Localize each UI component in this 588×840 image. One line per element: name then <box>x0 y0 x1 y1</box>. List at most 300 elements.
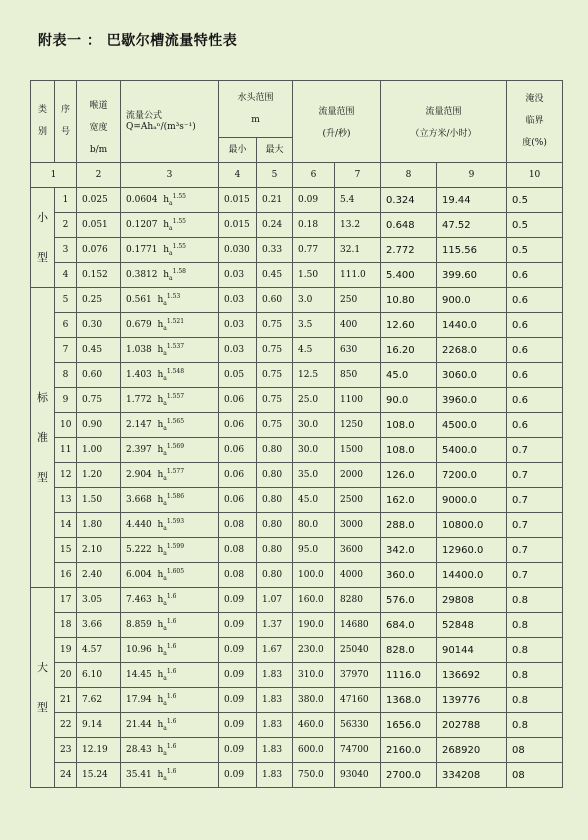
flow-ls-max-cell: 3000 <box>335 513 381 538</box>
throat-width-cell: 7.62 <box>77 688 121 713</box>
head-min-cell: 0.09 <box>219 688 257 713</box>
submergence-cell: 0.5 <box>507 238 563 263</box>
formula-exponent: 1.6 <box>166 718 177 726</box>
head-min-cell: 0.05 <box>219 363 257 388</box>
formula-coef: 4.440 <box>126 520 152 531</box>
flow-ls-max-cell: 32.1 <box>335 238 381 263</box>
flow-m3h-min-cell: 108.0 <box>381 413 437 438</box>
formula-cell: 10.96 $h_a^{1.6}$ <box>121 638 219 663</box>
throat-width-cell: 0.90 <box>77 413 121 438</box>
index-cell: 7 <box>335 163 381 188</box>
formula-coef: 5.222 <box>126 545 152 556</box>
header-head-max: 最大 <box>257 138 293 163</box>
flow-m3h-min-cell: 828.0 <box>381 638 437 663</box>
submergence-cell: 0.6 <box>507 313 563 338</box>
head-max-cell: 1.67 <box>257 638 293 663</box>
type-char: 小 <box>37 210 48 224</box>
formula-cell: 0.679 $h_a^{1.521}$ <box>121 313 219 338</box>
formula-exponent: 1.548 <box>166 368 185 376</box>
flow-ls-min-cell: 230.0 <box>293 638 335 663</box>
flow-ls-min-cell: 190.0 <box>293 613 335 638</box>
formula-exponent: 1.521 <box>166 318 185 326</box>
submergence-cell: 0.7 <box>507 438 563 463</box>
flow-ls-min-cell: 160.0 <box>293 588 335 613</box>
formula-cell: 5.222 $h_a^{1.599}$ <box>121 538 219 563</box>
table-row <box>31 713 563 738</box>
head-max-cell: 1.07 <box>257 588 293 613</box>
flow-ls-min-cell: 25.0 <box>293 388 335 413</box>
seq-cell: 10 <box>55 413 77 438</box>
formula-cell: 0.3812 $h_a^{1.58}$ <box>121 263 219 288</box>
index-cell: 6 <box>293 163 335 188</box>
header-flow-formula: 流量公式 Q=Ahₐⁿ/(m³s⁻¹) <box>121 81 219 163</box>
flow-m3h-min-cell: 0.648 <box>381 213 437 238</box>
flow-ls-min-cell: 310.0 <box>293 663 335 688</box>
flow-m3h-max-cell: 4500.0 <box>437 413 507 438</box>
seq-cell: 15 <box>55 538 77 563</box>
flow-m3h-max-cell: 5400.0 <box>437 438 507 463</box>
flow-ls-min-cell: 3.5 <box>293 313 335 338</box>
flow-ls-max-cell: 4000 <box>335 563 381 588</box>
head-max-cell: 0.60 <box>257 288 293 313</box>
type-char: 标 <box>37 390 48 404</box>
head-max-cell: 0.33 <box>257 238 293 263</box>
head-max-cell: 0.80 <box>257 513 293 538</box>
throat-width-cell: 2.40 <box>77 563 121 588</box>
head-max-cell: 0.80 <box>257 438 293 463</box>
formula-coef: 17.94 <box>126 695 152 706</box>
table-row <box>31 638 563 663</box>
submergence-cell: 0.8 <box>507 613 563 638</box>
flow-ls-min-cell: 45.0 <box>293 488 335 513</box>
head-min-cell: 0.06 <box>219 413 257 438</box>
header-flow-m3h: 流量范围 （立方米/小时） <box>381 81 507 163</box>
submergence-cell: 0.6 <box>507 388 563 413</box>
table-row <box>31 288 563 313</box>
head-min-cell: 0.09 <box>219 763 257 788</box>
flow-ls-min-cell: 30.0 <box>293 438 335 463</box>
flow-m3h-min-cell: 162.0 <box>381 488 437 513</box>
seq-cell: 7 <box>55 338 77 363</box>
table-row <box>31 588 563 613</box>
flow-m3h-max-cell: 202788 <box>437 713 507 738</box>
head-min-cell: 0.09 <box>219 663 257 688</box>
submergence-cell: 0.8 <box>507 638 563 663</box>
head-min-cell: 0.08 <box>219 563 257 588</box>
head-min-cell: 0.09 <box>219 738 257 763</box>
flow-m3h-min-cell: 360.0 <box>381 563 437 588</box>
flow-m3h-min-cell: 288.0 <box>381 513 437 538</box>
flow-ls-min-cell: 0.18 <box>293 213 335 238</box>
formula-exponent: 1.599 <box>166 543 185 551</box>
formula-coef: 2.904 <box>126 470 152 481</box>
head-max-cell: 1.83 <box>257 763 293 788</box>
formula-exponent: 1.569 <box>166 443 185 451</box>
head-min-cell: 0.06 <box>219 388 257 413</box>
flow-ls-min-cell: 1.50 <box>293 263 335 288</box>
header-head-min: 最小 <box>219 138 257 163</box>
header-row <box>31 81 563 138</box>
table-row <box>31 463 563 488</box>
throat-width-cell: 0.45 <box>77 338 121 363</box>
flow-ls-min-cell: 4.5 <box>293 338 335 363</box>
type-category-cell <box>31 188 55 288</box>
seq-cell: 5 <box>55 288 77 313</box>
flow-ls-min-cell: 30.0 <box>293 413 335 438</box>
head-max-cell: 0.75 <box>257 363 293 388</box>
head-max-cell: 0.45 <box>257 263 293 288</box>
head-min-cell: 0.09 <box>219 638 257 663</box>
table-row <box>31 563 563 588</box>
table-row <box>31 538 563 563</box>
formula-cell: 0.1771 $h_a^{1.55}$ <box>121 238 219 263</box>
flow-m3h-max-cell: 139776 <box>437 688 507 713</box>
flow-m3h-min-cell: 126.0 <box>381 463 437 488</box>
head-min-cell: 0.06 <box>219 488 257 513</box>
flow-m3h-max-cell: 10800.0 <box>437 513 507 538</box>
flow-ls-max-cell: 1500 <box>335 438 381 463</box>
head-min-cell: 0.08 <box>219 538 257 563</box>
head-max-cell: 0.80 <box>257 538 293 563</box>
submergence-cell: 0.6 <box>507 338 563 363</box>
flow-ls-min-cell: 0.77 <box>293 238 335 263</box>
formula-cell: 4.440 $h_a^{1.593}$ <box>121 513 219 538</box>
flow-m3h-max-cell: 47.52 <box>437 213 507 238</box>
header-seq: 序 号 <box>55 81 77 163</box>
header-type: 类 别 <box>31 81 55 163</box>
formula-coef: 2.147 <box>126 420 152 431</box>
formula-cell: 0.561 $h_a^{1.53}$ <box>121 288 219 313</box>
submergence-cell: 0.6 <box>507 413 563 438</box>
flow-ls-max-cell: 14680 <box>335 613 381 638</box>
index-cell: 2 <box>77 163 121 188</box>
table-row <box>31 413 563 438</box>
flow-m3h-min-cell: 0.324 <box>381 188 437 213</box>
seq-cell: 21 <box>55 688 77 713</box>
table-row <box>31 763 563 788</box>
type-char: 型 <box>37 250 48 264</box>
flow-m3h-min-cell: 45.0 <box>381 363 437 388</box>
submergence-cell: 0.6 <box>507 263 563 288</box>
head-max-cell: 1.37 <box>257 613 293 638</box>
head-min-cell: 0.06 <box>219 438 257 463</box>
flow-m3h-max-cell: 19.44 <box>437 188 507 213</box>
flow-ls-min-cell: 80.0 <box>293 513 335 538</box>
formula-exponent: 1.6 <box>166 618 177 626</box>
formula-cell: 0.1207 $h_a^{1.55}$ <box>121 213 219 238</box>
head-min-cell: 0.09 <box>219 613 257 638</box>
flow-m3h-max-cell: 1440.0 <box>437 313 507 338</box>
seq-cell: 6 <box>55 313 77 338</box>
submergence-cell: 0.6 <box>507 288 563 313</box>
seq-cell: 13 <box>55 488 77 513</box>
formula-exponent: 1.6 <box>166 668 177 676</box>
formula-exponent: 1.55 <box>172 243 186 251</box>
head-max-cell: 1.83 <box>257 688 293 713</box>
flow-m3h-min-cell: 16.20 <box>381 338 437 363</box>
flow-ls-max-cell: 111.0 <box>335 263 381 288</box>
flow-m3h-max-cell: 136692 <box>437 663 507 688</box>
type-char: 准 <box>37 430 48 444</box>
flow-ls-max-cell: 47160 <box>335 688 381 713</box>
table-row <box>31 363 563 388</box>
formula-exponent: 1.605 <box>166 568 185 576</box>
formula-coef: 0.1771 <box>126 245 158 256</box>
seq-cell: 4 <box>55 263 77 288</box>
index-cell: 9 <box>437 163 507 188</box>
flow-ls-min-cell: 460.0 <box>293 713 335 738</box>
flow-m3h-max-cell: 52848 <box>437 613 507 638</box>
head-min-cell: 0.03 <box>219 338 257 363</box>
formula-coef: 8.859 <box>126 620 152 631</box>
type-char: 型 <box>37 470 48 484</box>
formula-exponent: 1.6 <box>166 643 177 651</box>
seq-cell: 19 <box>55 638 77 663</box>
seq-cell: 24 <box>55 763 77 788</box>
table-row <box>31 663 563 688</box>
submergence-cell: 0.8 <box>507 663 563 688</box>
flow-ls-min-cell: 380.0 <box>293 688 335 713</box>
submergence-cell: 0.7 <box>507 513 563 538</box>
throat-width-cell: 3.66 <box>77 613 121 638</box>
table-row <box>31 213 563 238</box>
flow-ls-min-cell: 12.5 <box>293 363 335 388</box>
flow-ls-min-cell: 750.0 <box>293 763 335 788</box>
formula-cell: 1.772 $h_a^{1.557}$ <box>121 388 219 413</box>
flow-m3h-max-cell: 334208 <box>437 763 507 788</box>
flow-m3h-max-cell: 14400.0 <box>437 563 507 588</box>
seq-cell: 22 <box>55 713 77 738</box>
flow-m3h-min-cell: 10.80 <box>381 288 437 313</box>
formula-cell: 17.94 $h_a^{1.6}$ <box>121 688 219 713</box>
flow-m3h-min-cell: 2160.0 <box>381 738 437 763</box>
formula-coef: 0.3812 <box>126 270 158 281</box>
flow-m3h-max-cell: 115.56 <box>437 238 507 263</box>
flow-ls-min-cell: 0.09 <box>293 188 335 213</box>
formula-coef: 0.1207 <box>126 220 158 231</box>
submergence-cell: 0.7 <box>507 463 563 488</box>
head-max-cell: 0.75 <box>257 388 293 413</box>
type-char: 型 <box>37 700 48 714</box>
header-submergence: 淹没 临界 度(%) <box>507 81 563 163</box>
flow-m3h-max-cell: 900.0 <box>437 288 507 313</box>
flow-ls-max-cell: 74700 <box>335 738 381 763</box>
submergence-cell: 0.7 <box>507 538 563 563</box>
flow-ls-max-cell: 630 <box>335 338 381 363</box>
column-index-row <box>31 163 563 188</box>
flow-ls-max-cell: 1250 <box>335 413 381 438</box>
table-row <box>31 338 563 363</box>
flow-ls-min-cell: 100.0 <box>293 563 335 588</box>
flow-m3h-max-cell: 399.60 <box>437 263 507 288</box>
flow-m3h-max-cell: 12960.0 <box>437 538 507 563</box>
formula-coef: 3.668 <box>126 495 152 506</box>
formula-coef: 28.43 <box>126 745 152 756</box>
formula-cell: 2.397 $h_a^{1.569}$ <box>121 438 219 463</box>
throat-width-cell: 15.24 <box>77 763 121 788</box>
throat-width-cell: 0.75 <box>77 388 121 413</box>
header-throat-width: 喉道 宽度 b/m <box>77 81 121 163</box>
flow-m3h-max-cell: 268920 <box>437 738 507 763</box>
flow-ls-max-cell: 1100 <box>335 388 381 413</box>
submergence-cell: 0.6 <box>507 363 563 388</box>
formula-coef: 10.96 <box>126 645 152 656</box>
flow-m3h-max-cell: 9000.0 <box>437 488 507 513</box>
table-row <box>31 488 563 513</box>
throat-width-cell: 1.00 <box>77 438 121 463</box>
head-max-cell: 0.75 <box>257 313 293 338</box>
submergence-cell: 0.7 <box>507 488 563 513</box>
table-row <box>31 738 563 763</box>
seq-cell: 16 <box>55 563 77 588</box>
formula-coef: 0.679 <box>126 320 152 331</box>
formula-cell: 1.038 $h_a^{1.537}$ <box>121 338 219 363</box>
formula-cell: 14.45 $h_a^{1.6}$ <box>121 663 219 688</box>
submergence-cell: 0.5 <box>507 188 563 213</box>
index-cell: 4 <box>219 163 257 188</box>
formula-coef: 35.41 <box>126 770 152 781</box>
header-head-range: 水头范围 m <box>219 81 293 138</box>
formula-coef: 7.463 <box>126 595 152 606</box>
throat-width-cell: 0.30 <box>77 313 121 338</box>
seq-cell: 9 <box>55 388 77 413</box>
flow-ls-max-cell: 37970 <box>335 663 381 688</box>
head-max-cell: 1.83 <box>257 663 293 688</box>
throat-width-cell: 0.025 <box>77 188 121 213</box>
head-min-cell: 0.03 <box>219 313 257 338</box>
seq-cell: 3 <box>55 238 77 263</box>
flow-ls-min-cell: 35.0 <box>293 463 335 488</box>
formula-coef: 2.397 <box>126 445 152 456</box>
throat-width-cell: 1.20 <box>77 463 121 488</box>
flow-ls-min-cell: 600.0 <box>293 738 335 763</box>
head-max-cell: 0.21 <box>257 188 293 213</box>
flow-m3h-min-cell: 90.0 <box>381 388 437 413</box>
formula-cell: 7.463 $h_a^{1.6}$ <box>121 588 219 613</box>
head-min-cell: 0.015 <box>219 213 257 238</box>
seq-cell: 8 <box>55 363 77 388</box>
formula-cell: 0.0604 $h_a^{1.55}$ <box>121 188 219 213</box>
formula-cell: 8.859 $h_a^{1.6}$ <box>121 613 219 638</box>
formula-coef: 0.0604 <box>126 195 158 206</box>
flow-m3h-min-cell: 342.0 <box>381 538 437 563</box>
flow-m3h-max-cell: 3960.0 <box>437 388 507 413</box>
head-min-cell: 0.03 <box>219 288 257 313</box>
flow-m3h-min-cell: 2.772 <box>381 238 437 263</box>
type-category-cell <box>31 288 55 588</box>
throat-width-cell: 0.051 <box>77 213 121 238</box>
flow-m3h-max-cell: 90144 <box>437 638 507 663</box>
formula-cell: 2.147 $h_a^{1.565}$ <box>121 413 219 438</box>
throat-width-cell: 0.152 <box>77 263 121 288</box>
table-row <box>31 263 563 288</box>
flow-ls-max-cell: 3600 <box>335 538 381 563</box>
formula-exponent: 1.55 <box>172 218 186 226</box>
table-row <box>31 438 563 463</box>
flow-ls-max-cell: 13.2 <box>335 213 381 238</box>
head-min-cell: 0.06 <box>219 463 257 488</box>
submergence-cell: 0.8 <box>507 713 563 738</box>
table-row <box>31 188 563 213</box>
formula-exponent: 1.565 <box>166 418 185 426</box>
head-max-cell: 1.83 <box>257 713 293 738</box>
throat-width-cell: 1.80 <box>77 513 121 538</box>
formula-coef: 1.772 <box>126 395 152 406</box>
formula-cell: 1.403 $h_a^{1.548}$ <box>121 363 219 388</box>
index-cell: 3 <box>121 163 219 188</box>
formula-exponent: 1.6 <box>166 593 177 601</box>
formula-coef: 6.004 <box>126 570 152 581</box>
flow-characteristics-table <box>30 80 563 788</box>
table-row <box>31 613 563 638</box>
flow-m3h-max-cell: 7200.0 <box>437 463 507 488</box>
table-row <box>31 513 563 538</box>
throat-width-cell: 6.10 <box>77 663 121 688</box>
formula-exponent: 1.53 <box>166 293 181 301</box>
flow-m3h-min-cell: 108.0 <box>381 438 437 463</box>
throat-width-cell: 0.60 <box>77 363 121 388</box>
index-cell: 8 <box>381 163 437 188</box>
formula-cell: 6.004 $h_a^{1.605}$ <box>121 563 219 588</box>
submergence-cell: 0.8 <box>507 688 563 713</box>
flow-ls-max-cell: 2000 <box>335 463 381 488</box>
formula-coef: 1.038 <box>126 345 152 356</box>
submergence-cell: 0.7 <box>507 563 563 588</box>
formula-coef: 14.45 <box>126 670 152 681</box>
flow-m3h-min-cell: 1368.0 <box>381 688 437 713</box>
formula-coef: 21.44 <box>126 720 152 731</box>
flow-ls-max-cell: 56330 <box>335 713 381 738</box>
index-cell: 1 <box>31 163 77 188</box>
flow-ls-min-cell: 95.0 <box>293 538 335 563</box>
flow-m3h-max-cell: 2268.0 <box>437 338 507 363</box>
header-flow-ls: 流量范围 (升/秒) <box>293 81 381 163</box>
table-row <box>31 688 563 713</box>
formula-exponent: 1.58 <box>172 268 186 276</box>
formula-cell: 21.44 $h_a^{1.6}$ <box>121 713 219 738</box>
flow-m3h-min-cell: 2700.0 <box>381 763 437 788</box>
seq-cell: 2 <box>55 213 77 238</box>
flow-m3h-min-cell: 576.0 <box>381 588 437 613</box>
formula-coef: 0.561 <box>126 295 152 306</box>
flow-m3h-min-cell: 1656.0 <box>381 713 437 738</box>
formula-exponent: 1.55 <box>172 193 186 201</box>
formula-exponent: 1.6 <box>166 768 177 776</box>
seq-cell: 23 <box>55 738 77 763</box>
flow-ls-max-cell: 400 <box>335 313 381 338</box>
submergence-cell: 0.5 <box>507 213 563 238</box>
seq-cell: 1 <box>55 188 77 213</box>
formula-coef: 1.403 <box>126 370 152 381</box>
table-row <box>31 388 563 413</box>
throat-width-cell: 0.25 <box>77 288 121 313</box>
flow-ls-max-cell: 2500 <box>335 488 381 513</box>
throat-width-cell: 2.10 <box>77 538 121 563</box>
throat-width-cell: 1.50 <box>77 488 121 513</box>
formula-exponent: 1.577 <box>166 468 185 476</box>
index-cell: 5 <box>257 163 293 188</box>
submergence-cell: 0.8 <box>507 588 563 613</box>
flow-ls-max-cell: 250 <box>335 288 381 313</box>
throat-width-cell: 3.05 <box>77 588 121 613</box>
flow-m3h-min-cell: 1116.0 <box>381 663 437 688</box>
head-min-cell: 0.09 <box>219 713 257 738</box>
seq-cell: 20 <box>55 663 77 688</box>
seq-cell: 17 <box>55 588 77 613</box>
formula-exponent: 1.586 <box>166 493 185 501</box>
page-title: 附表一 ： 巴歇尔槽流量特性表 <box>38 33 238 49</box>
flow-m3h-min-cell: 12.60 <box>381 313 437 338</box>
